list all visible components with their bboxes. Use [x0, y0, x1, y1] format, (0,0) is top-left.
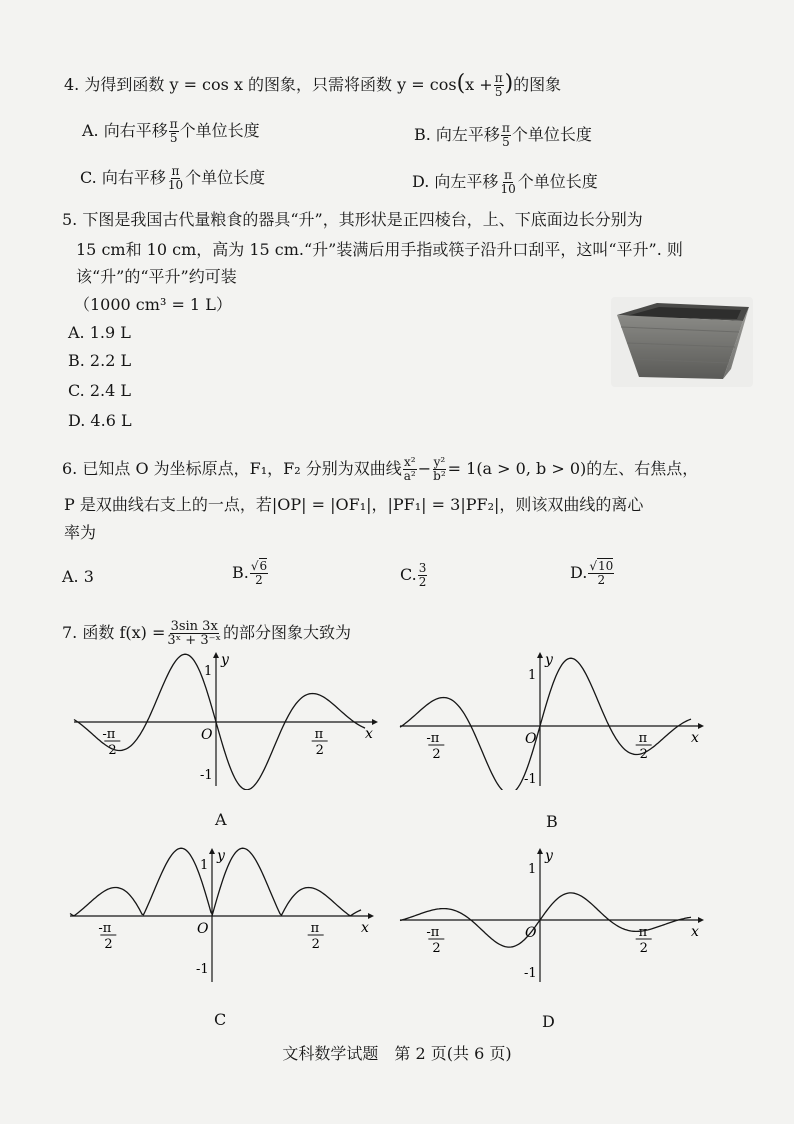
x-tick-half-pi-num: π	[638, 731, 648, 746]
q6-option-d[interactable]: D. $\frac{√10}{2}$	[570, 559, 614, 587]
function-curve	[400, 658, 691, 790]
y-tick-1: 1	[528, 668, 537, 683]
q6-option-b[interactable]: B. $\frac{√6}{2}$	[232, 559, 268, 587]
origin-label: O	[525, 925, 537, 941]
x-tick-neg-half-pi-num: -π	[426, 925, 440, 940]
x-tick-neg-half-pi-den: 2	[432, 747, 441, 762]
page-footer: 文科数学试题 第 2 页(共 6 页)	[282, 1044, 512, 1063]
y-axis-arrow	[537, 848, 543, 854]
q4-option-b[interactable]: B. 向左平移 $\frac{\pi}{5}$ 个单位长度	[414, 121, 592, 149]
x-tick-neg-half-pi	[98, 921, 116, 952]
q5-option-a[interactable]: A. 1.9 L	[68, 323, 131, 342]
sheng-vessel-image	[611, 297, 753, 387]
origin-label: O	[201, 727, 213, 743]
x-tick-neg-half-pi	[426, 731, 444, 762]
q6-line-3: 率为	[64, 523, 97, 542]
q4-option-a[interactable]: A. 向右平移 $\frac{\pi}{5}$ 个单位长度	[82, 117, 260, 145]
q4-option-c[interactable]: C. 向右平移 $\frac{\pi}{10}$ 个单位长度	[80, 164, 266, 192]
x-tick-half-pi-num: π	[310, 921, 320, 936]
x-tick-neg-half-pi	[102, 727, 120, 758]
function-curve	[70, 848, 361, 916]
graph-label-d: D	[542, 1012, 555, 1031]
origin-label: O	[525, 731, 537, 747]
y-tick-1: 1	[528, 862, 537, 877]
y-axis-label: y	[221, 652, 229, 668]
q5-unit-note: （1000 cm³ = 1 L）	[74, 295, 232, 314]
q6-option-a[interactable]: A. 3	[62, 567, 94, 586]
q5-option-b[interactable]: B. 2.2 L	[68, 351, 132, 370]
y-tick-1: 1	[200, 858, 209, 873]
x-tick-neg-half-pi-num: -π	[102, 727, 116, 742]
q4-option-d[interactable]: D. 向左平移 $\frac{\pi}{10}$ 个单位长度	[412, 168, 598, 196]
y-axis-label: y	[545, 652, 553, 668]
graph-label-b: B	[546, 812, 558, 831]
x-tick-half-pi-den: 2	[639, 941, 648, 956]
x-tick-neg-half-pi	[426, 925, 444, 956]
x-axis-arrow	[372, 719, 378, 725]
x-tick-half-pi	[312, 727, 328, 758]
y-tick-neg-1: -1	[200, 768, 213, 783]
x-tick-neg-half-pi-den: 2	[104, 937, 113, 952]
graph-option-d[interactable]	[396, 846, 706, 986]
x-axis-label: x	[691, 924, 699, 940]
x-axis-arrow	[698, 917, 704, 923]
x-axis-arrow	[698, 723, 704, 729]
x-tick-neg-half-pi-den: 2	[432, 941, 441, 956]
graph-option-c[interactable]	[66, 846, 376, 986]
origin-label: O	[197, 921, 209, 937]
q4-fraction: $\frac{\pi}{5}$	[494, 71, 503, 99]
x-axis-arrow	[368, 913, 374, 919]
y-axis-label: y	[217, 848, 225, 864]
x-tick-half-pi-den: 2	[311, 937, 320, 952]
x-tick-half-pi-num: π	[638, 925, 648, 940]
x-tick-neg-half-pi-num: -π	[426, 731, 440, 746]
y-tick-neg-1: -1	[524, 966, 537, 981]
q7-stem: 7. 函数 f(x) = $\frac{3\sin 3x}{\text{3ˣ + 3⁻ˣ}}$ 的部分图象大致为	[62, 619, 351, 648]
y-axis-arrow	[213, 652, 219, 658]
graph-label-c: C	[214, 1010, 227, 1029]
y-tick-neg-1: -1	[524, 772, 537, 787]
graph-option-a[interactable]	[70, 650, 380, 790]
x-tick-half-pi-den: 2	[315, 743, 324, 758]
x-axis-label: x	[691, 730, 699, 746]
q5-line-3: 该“升”的“平升”约可装	[76, 267, 237, 286]
q6-line-2: P 是双曲线右支上的一点，若|OP| = |OF₁|，|PF₁| = 3|PF₂|，则该双曲线的离心	[64, 495, 644, 514]
x-tick-half-pi	[636, 731, 652, 762]
q5-option-c[interactable]: C. 2.4 L	[68, 381, 131, 400]
x-axis-label: x	[361, 920, 369, 936]
x-tick-half-pi-num: π	[314, 727, 324, 742]
y-axis-arrow	[537, 652, 543, 658]
y-tick-1: 1	[204, 664, 213, 679]
y-tick-neg-1: -1	[196, 962, 209, 977]
q6-option-c[interactable]: C. $\frac{3}{2}$	[400, 561, 427, 589]
x-axis-label: x	[365, 726, 373, 742]
y-axis-label: y	[545, 848, 553, 864]
x-tick-neg-half-pi-num: -π	[98, 921, 112, 936]
x-tick-half-pi	[308, 921, 324, 952]
q5-line-1: 5. 下图是我国古代量粮食的器具“升”，其形状是正四棱台，上、下底面边长分别为	[62, 210, 643, 229]
x-tick-neg-half-pi-den: 2	[108, 743, 117, 758]
x-tick-half-pi-den: 2	[639, 747, 648, 762]
graph-option-b[interactable]	[396, 650, 706, 790]
q5-option-d[interactable]: D. 4.6 L	[68, 411, 132, 430]
y-axis-arrow	[209, 848, 215, 854]
graph-label-a: A	[215, 810, 227, 829]
q4-stem: 4. 为得到函数 y = cos x 的图象，只需将函数 y = cos(x + $\frac{\pi}{5}$ )的图象	[64, 71, 562, 99]
q5-line-2: 15 cm和 10 cm，高为 15 cm.“升”装满后用手指或筷子沿升口刮平，这叫“平升”. 则	[76, 240, 683, 259]
q6-line-1: 6. 已知点 O 为坐标原点，F₁，F₂ 分别为双曲线 $\frac{\text{x²}}{\text{a²}}$ − $\frac{\text{y²}}{\text{b²}}$ = 1(a > 0, b > 0)的左、右焦点，	[62, 455, 699, 483]
